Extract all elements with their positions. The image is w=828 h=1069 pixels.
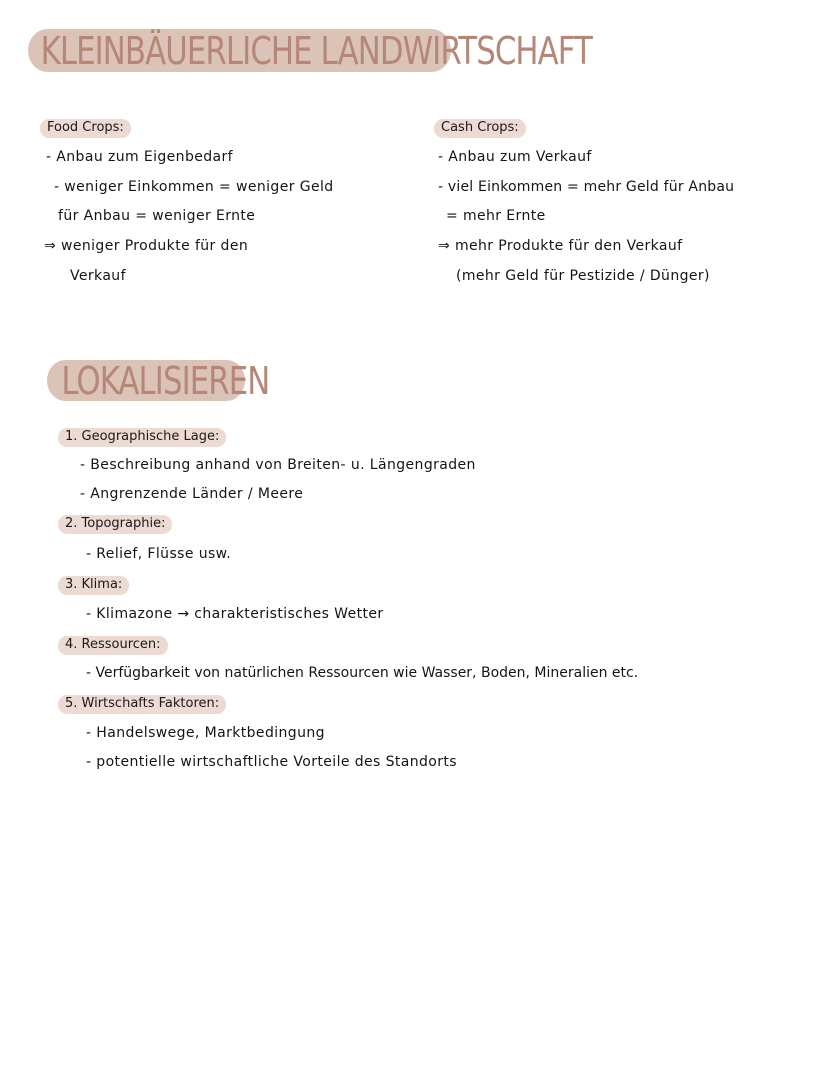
food-crops-label: Food Crops: [40, 119, 131, 138]
food-crops-line: - Anbau zum Eigenbedarf [46, 149, 234, 165]
cash-crops-line: - viel Einkommen = mehr Geld für Anbau [438, 179, 735, 195]
food-crops-line: für Anbau = weniger Ernte [58, 208, 256, 224]
lokalisieren-heading-4: 4. Ressourcen: [58, 636, 168, 655]
lokalisieren-item: - potentielle wirtschaftliche Vorteile des Standorts [86, 754, 457, 770]
food-crops-line: - weniger Einkommen = weniger Geld [54, 179, 334, 195]
lokalisieren-item: - Relief, Flüsse usw. [86, 546, 232, 562]
cash-crops-label: Cash Crops: [434, 119, 526, 138]
lokalisieren-item: - Klimazone → charakteristisches Wetter [86, 606, 384, 622]
cash-crops-line: = mehr Ernte [446, 208, 546, 224]
section-title: LOKALISIEREN [47, 360, 245, 401]
lokalisieren-heading-2: 2. Topographie: [58, 515, 172, 534]
page-title: KLEINBÄUERLICHE LANDWIRTSCHAFT [28, 29, 451, 72]
lokalisieren-item: - Angrenzende Länder / Meere [80, 486, 304, 502]
lokalisieren-heading-5: 5. Wirtschafts Faktoren: [58, 695, 226, 714]
lokalisieren-item: - Verfügbarkeit von natürlichen Ressourcen wie Wasser, Boden, Mineralien etc. [86, 665, 639, 681]
food-crops-line: ⇒ weniger Produkte für den [44, 238, 249, 254]
cash-crops-line: - Anbau zum Verkauf [438, 149, 592, 165]
lokalisieren-item: - Handelswege, Marktbedingung [86, 725, 325, 741]
lokalisieren-heading-3: 3. Klima: [58, 576, 129, 595]
lokalisieren-heading-1: 1. Geographische Lage: [58, 428, 226, 447]
cash-crops-line: ⇒ mehr Produkte für den Verkauf [438, 238, 683, 254]
cash-crops-line: (mehr Geld für Pestizide / Dünger) [456, 268, 710, 284]
food-crops-line: Verkauf [70, 268, 126, 284]
lokalisieren-item: - Beschreibung anhand von Breiten- u. Längengraden [80, 457, 476, 473]
